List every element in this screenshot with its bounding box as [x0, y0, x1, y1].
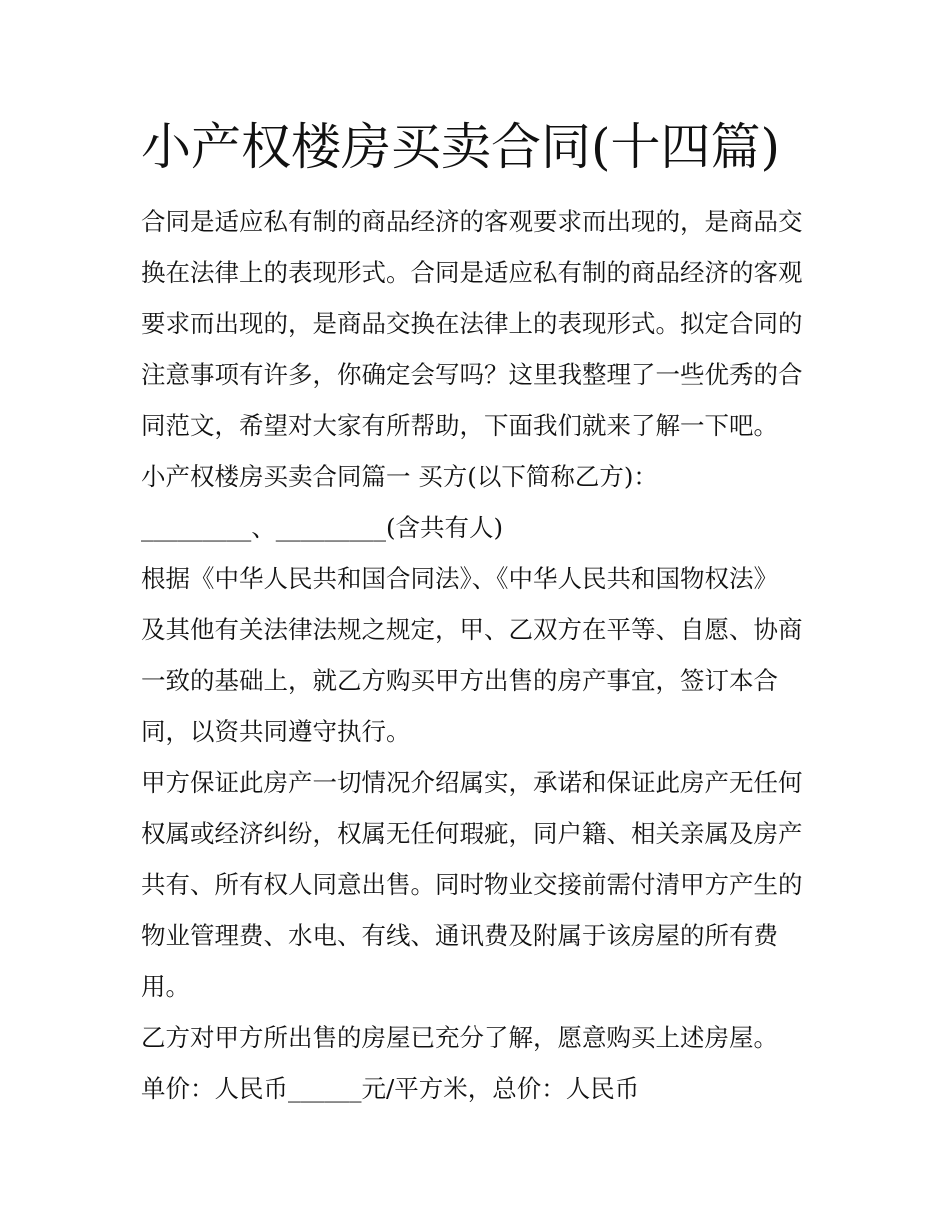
- body-line: 用。: [141, 972, 190, 1001]
- section-heading-line: 小产权楼房买卖合同篇一 买方(以下简称乙方)：: [141, 462, 658, 491]
- body-line: 共有、所有权人同意出售。同时物业交接前需付清甲方产生的: [141, 870, 803, 899]
- body-line: 物业管理费、水电、有线、通讯费及附属于该房屋的所有费: [141, 921, 778, 950]
- body-line: 乙方对甲方所出售的房屋已充分了解，愿意购买上述房屋。: [141, 1023, 778, 1052]
- body-line: 要求而出现的，是商品交换在法律上的表现形式。拟定合同的: [141, 309, 803, 338]
- body-line: 根据《中华人民共和国合同法》、《中华人民共和国物权法》: [141, 564, 778, 593]
- body-line: 一致的基础上，就乙方购买甲方出售的房产事宜，签订本合: [141, 666, 778, 695]
- body-line: 合同是适应私有制的商品经济的客观要求而出现的，是商品交: [141, 207, 803, 236]
- blank-fill-line: _________、_________(含共有人): [141, 513, 504, 542]
- body-line: 甲方保证此房产一切情况介绍属实，承诺和保证此房产无任何: [141, 768, 803, 797]
- price-line: 单价：人民币______元/平方米，总价：人民币: [141, 1074, 640, 1103]
- document-body: [141, 196, 821, 1114]
- body-line: 同范文，希望对大家有所帮助，下面我们就来了解一下吧。: [141, 411, 778, 440]
- body-line: 注意事项有许多，你确定会写吗？这里我整理了一些优秀的合: [141, 360, 803, 389]
- document-title: 小产权楼房买卖合同(十四篇): [141, 118, 781, 176]
- body-line: 及其他有关法律法规之规定，甲、乙双方在平等、自愿、协商: [141, 615, 803, 644]
- body-line: 换在法律上的表现形式。合同是适应私有制的商品经济的客观: [141, 258, 803, 287]
- body-line: 权属或经济纠纷，权属无任何瑕疵，同户籍、相关亲属及房产: [141, 819, 803, 848]
- body-line: 同，以资共同遵守执行。: [141, 717, 411, 746]
